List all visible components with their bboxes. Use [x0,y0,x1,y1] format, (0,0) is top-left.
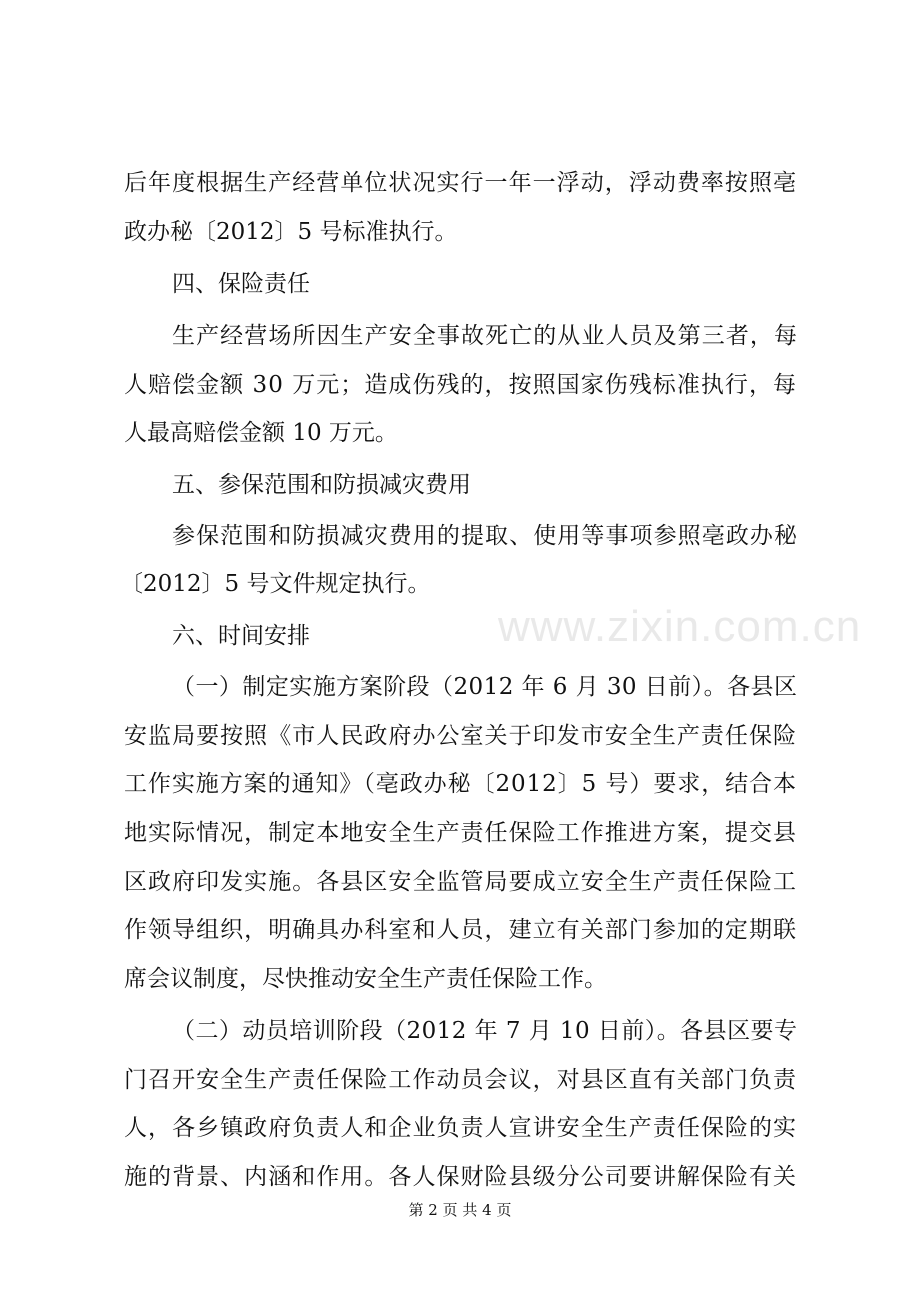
text-line: 〔2012〕5 号文件规定执行。 [120,571,431,597]
text-line: 地实际情况，制定本地安全生产责任保险工作推进方案，提交县 [124,820,798,846]
text-line: 安监局要按照《市人民政府办公室关于印发市安全生产责任保险 [124,723,798,749]
watermark: www.zixin.com.cn [498,602,862,651]
text-line: 参保范围和防损减灾费用的提取、使用等事项参照亳政办秘 [172,523,799,549]
text-line: 生产经营场所因生产安全事故死亡的从业人员及第三者，每 [172,323,799,349]
text-line: 人赔偿金额 30 万元；造成伤残的，按照国家伤残标准执行，每 [124,372,798,398]
text-line: 人，各乡镇政府负责人和企业负责人宣讲安全生产责任保险的实 [124,1115,798,1141]
text-line: 区政府印发实施。各县区安全监管局要成立安全生产责任保险工 [124,869,798,895]
text-line: 六、时间安排 [172,623,310,649]
text-line: 人最高赔偿金额 10 万元。 [124,420,398,446]
text-line: （二）动员培训阶段（2012 年 7 月 10 日前）。各县区要专 [172,1018,798,1044]
text-line: 作领导组织，明确具办科室和人员，建立有关部门参加的定期联 [124,917,798,943]
text-line: 五、参保范围和防损减灾费用 [172,472,471,498]
text-line: 工作实施方案的通知》（亳政办秘〔2012〕5 号）要求，结合本 [124,771,797,797]
text-line: 门召开安全生产责任保险工作动员会议，对县区直有关部门负责 [124,1067,798,1093]
text-line: 四、保险责任 [172,271,310,297]
text-line: 政办秘〔2012〕5 号标准执行。 [124,219,458,245]
text-line: 席会议制度，尽快推动安全生产责任保险工作。 [124,966,607,992]
text-line: （一）制定实施方案阶段（2012 年 6 月 30 日前）。各县区 [172,674,798,700]
text-line: 施的背景、内涵和作用。各人保财险县级分公司要讲解保险有关 [124,1164,798,1190]
text-line: 后年度根据生产经营单位状况实行一年一浮动，浮动费率按照亳 [124,170,798,196]
page-footer: 第 2 页 共 4 页 [408,1201,512,1219]
